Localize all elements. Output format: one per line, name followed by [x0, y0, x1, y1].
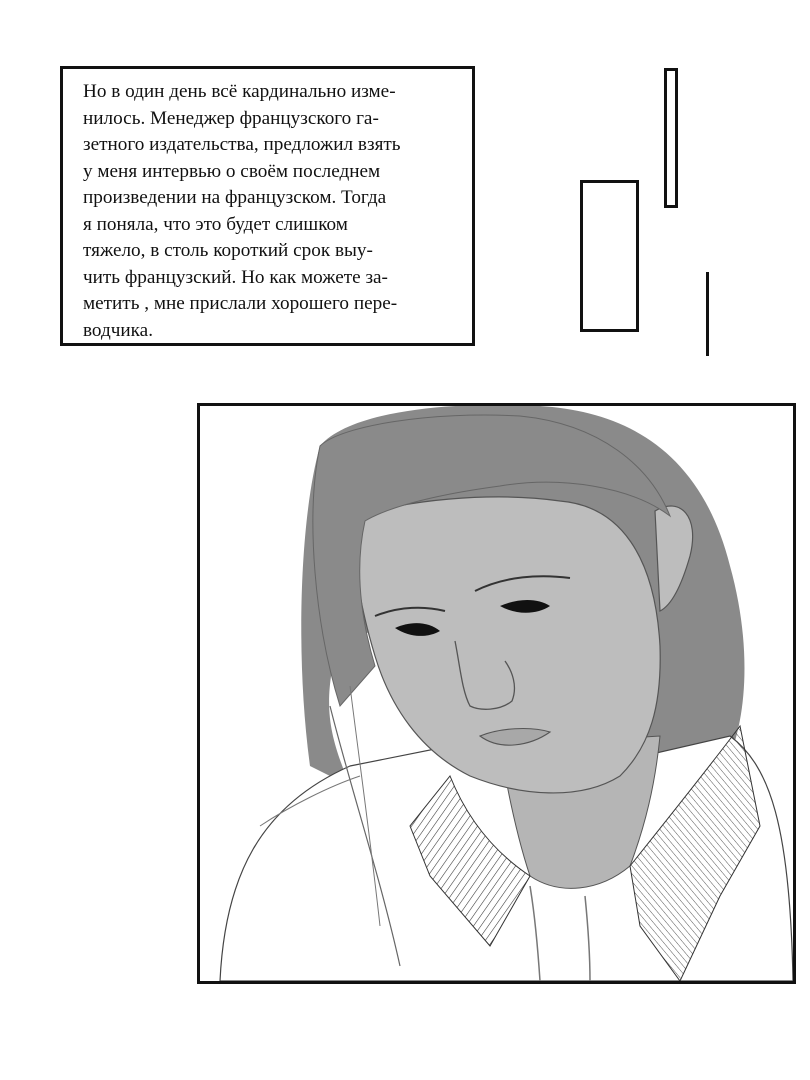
decorative-vertical-line: [706, 272, 709, 356]
face: [356, 497, 660, 793]
narration-box: [60, 66, 475, 346]
comic-panel-portrait: [197, 403, 796, 984]
decorative-tall-rectangle: [580, 180, 639, 332]
portrait-illustration: [200, 406, 793, 981]
narration-text: Но в один день всё кардинально изме- нилось. Менеджер французского га- зетного издательства, предложил взять у меня интервью о своём последнем произведении на французском. Тогда я поняла, что это будет слишком тяжело, в столь короткий срок выу- чить французский. Но как можете за- метить , мне прислали хорошего пере- водчика.: [83, 81, 401, 341]
decorative-thin-rectangle: [664, 68, 678, 208]
